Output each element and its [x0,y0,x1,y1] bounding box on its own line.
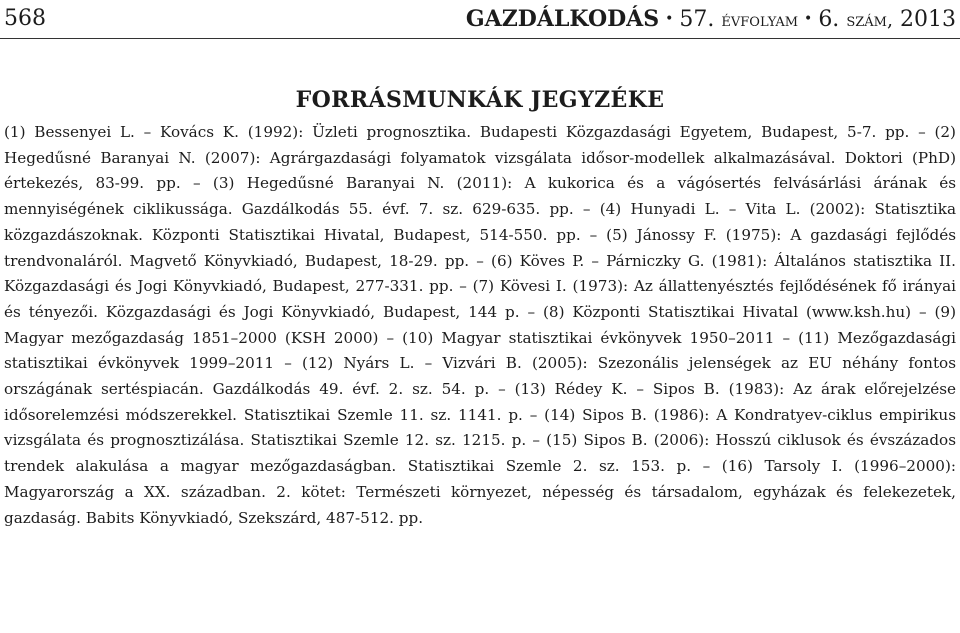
issue-number: 6. [818,7,840,32]
volume-label: évfolyam [721,9,799,31]
volume-number: 57. [679,7,715,32]
year: 2013 [900,7,956,32]
bullet-separator: • [804,11,813,27]
page-number: 568 [4,6,46,31]
section-title: FORRÁSMUNKÁK JEGYZÉKE [295,87,665,113]
references-paragraph: (1) Bessenyei L. – Kovács K. (1992): Üzleti prognosztika. Budapesti Közgazdasági Egyetem, Budapest, 5-7. pp. – (2) Hegedűsné Baranyai N. (2007): Agrárgazdasági folyamatok vizsgálata idősor-modellek alkalmazásával. Doktori (PhD) értekezés, 83-99. pp. – (3) Hegedűsné Baranyai N. (2011): A kukorica és a vágósertés felvásárlási árának és mennyiségének ciklikussága. Gazdálkodás 55. évf. 7. sz. 629-635. pp. – (4) Hunyadi L. – Vita L. (2002): Statisztika közgazdászoknak. Központi Statisztikai Hivatal, Budapest, 514-550. pp. – (5) Jánossy F. (1975): A gazdasági fejlődés trendvonaláról. Magvető Könyvkiadó, Budapest, 18-29. pp. – (6) Köves P. – Párniczky G. (1981): Általános statisztika II. Közgazdasági és Jogi Könyvkiadó, Budapest, 277-331. pp. – (7) Kövesi I. (1973): Az állattenyésztés fejlődésének fő irányai és tényezői. Közgazdasági és Jogi Könyvkiadó, Budapest, 144 p. – (8) Központi Statisztikai Hivatal (www.ksh.hu) – (9) Magyar mezőgazdaság 1851–2000 (KSH 2000) – (10) Magyar statisztikai évkönyvek 1950–2011 – (11) Mezőgazdasági statisztikai évkönyvek 1999–2011 – (12) Nyárs L. – Vizvári B. (2005): Szezonális jelenségek az EU néhány fontos országának sertéspiacán. Gazdálkodás 49. évf. 2. sz. 54. p. – (13) Rédey K. – Sipos B. (1983): Az árak előrejelzése idősorelemzési módszerekkel. Statisztikai Szemle 11. sz. 1141. p. – (14) Sipos B. (1986): A Kondratyev-ciklus empirikus vizsgálata és prognosztizálása. Statisztikai Szemle 12. sz. 1215. p. – (15) Sipos B. (2006): Hosszú ciklusok és évszázados trendek alakulása a magyar mezőgazdaságban. Statisztikai Szemle 2. sz. 153. p. – (16) Tarsoly I. (1996–2000): Magyarország a XX. században. 2. kötet: Természeti környezet, népesség és társadalom, egyházak és felekezetek, gazdaság. Babits Könyvkiadó, Szekszárd, 487-512. pp. [4,123,956,527]
issue-label: szám, [846,9,893,31]
header-rule [0,38,960,39]
running-head [0,2,960,36]
journal-name: GAZDÁLKODÁS [465,6,660,32]
journal-issue-line [466,2,956,37]
bullet-separator: • [665,11,674,27]
